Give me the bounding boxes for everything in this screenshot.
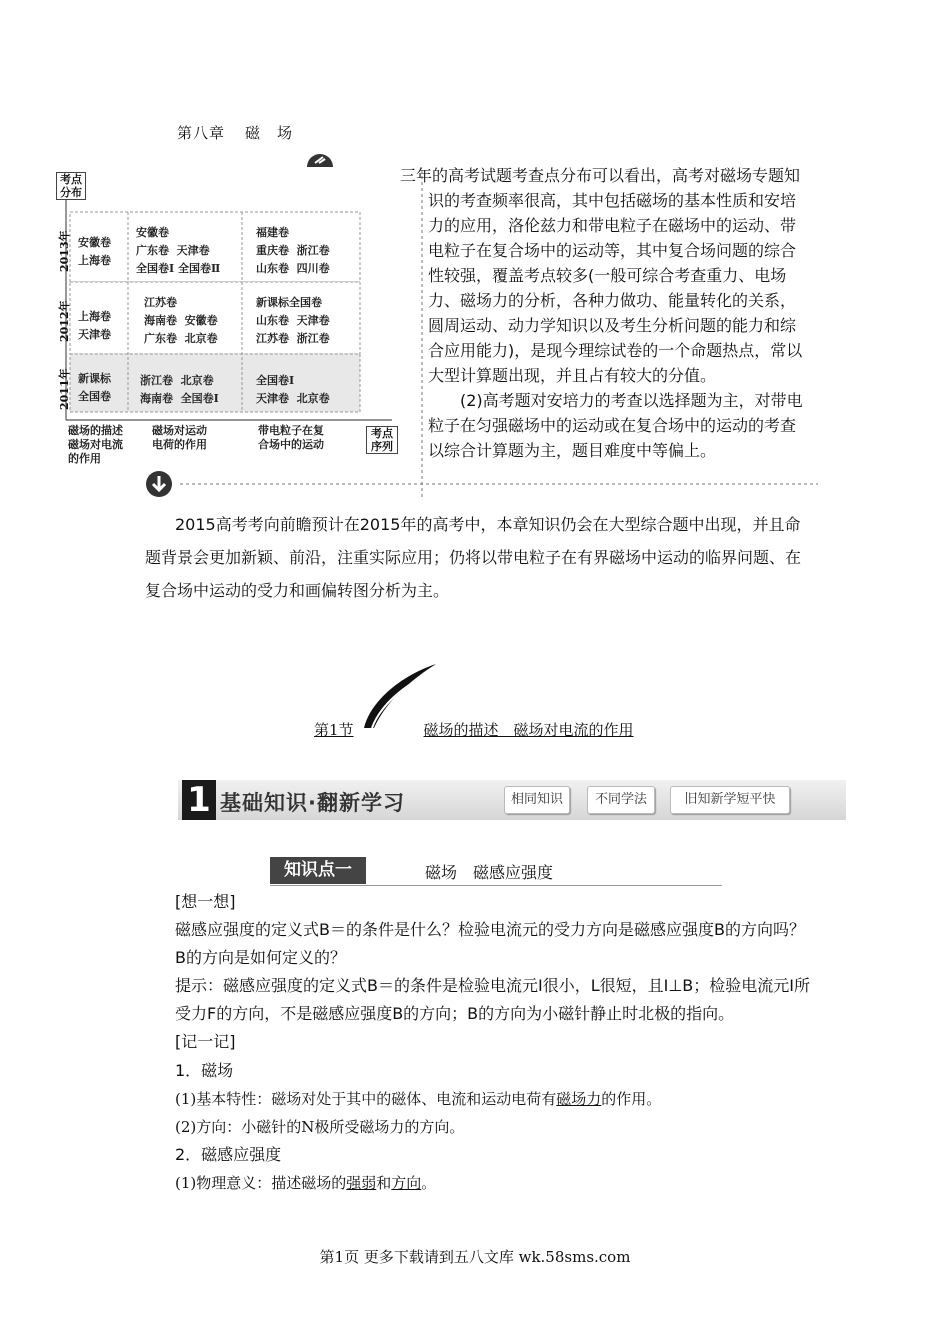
- forecast-paragraph: 2015高考考向前瞻预计在2015年的高考中，本章知识仍会在大型综合题中出现，并且命题背景会更加新颖、前沿，注重实际应用；仍将以带电粒子在有界磁场中运动的临界问题、在复合场中运动的受力和画偏转图分析为主。: [145, 515, 802, 600]
- remember-item-1a: [175, 1085, 815, 1113]
- chart-cell: 新课标全国卷 山东卷 天津卷 江苏卷 浙江卷: [256, 296, 330, 345]
- underlined-term: 磁场力: [556, 1090, 602, 1108]
- year-label: 2012年: [58, 300, 71, 342]
- think-question-text: 磁感应强度的定义式B＝的条件是什么？检验电流元的受力方向是磁感应强度B的方向吗？B的方向是如何定义的？: [175, 920, 805, 967]
- text: 的作用。: [601, 1090, 662, 1108]
- chapter-heading: [177, 122, 293, 143]
- x-category-label: 磁场的描述 磁场对电流 的作用: [68, 424, 123, 465]
- x-axis-tag: 考点序列: [366, 426, 398, 454]
- banner-number: 1: [182, 780, 216, 820]
- chart-cell: 浙江卷 北京卷 海南卷 全国卷Ⅰ: [140, 374, 219, 405]
- arrow-down-circle-icon: [145, 470, 173, 498]
- text: (1)基本特性：磁场对处于其中的磁体、电流和运动电荷有: [175, 1090, 557, 1108]
- chart-cell: 江苏卷 海南卷 安徽卷 广东卷 北京卷: [144, 296, 218, 345]
- pill-same-knowledge: 相同知识: [504, 786, 570, 814]
- think-answer: [175, 972, 815, 1028]
- analysis-paragraph-2: (2)高考题对安培力的考查以选择题为主，对带电粒子在匀强磁场中的运动或在复合场中的运动的考查以综合计算题为主，题目难度中等偏上。: [428, 391, 803, 460]
- section-title: [314, 719, 634, 740]
- remember-heading: [记一记]: [175, 1032, 236, 1051]
- analysis-paragraph-1: 三年的高考试题考查点分布可以看出，高考对磁场专题知识的考查频率很高，其中包括磁场的基本性质和安培力的应用，洛伦兹力和带电粒子在磁场中的运动、带电粒子在复合场中的运动等，其中复合场问题的综合性较强，覆盖考点较多(一般可综合考查重力、电场力、磁场力的分析，各种力做功、能量转化的关系，圆周运动、动力学知识以及考生分析问题的能力和综合应用能力)，是现今理综试卷的一个命题热点，常以大型计算题出现，并且占有较大的分值。: [400, 166, 803, 385]
- remember-item-1: 1．磁场: [175, 1061, 234, 1080]
- forecast-text: [145, 508, 810, 607]
- underlined-term: 强弱: [346, 1174, 377, 1192]
- chart-cell: 安徽卷 上海卷: [78, 236, 111, 267]
- chart-cell: 福建卷 重庆卷 浙江卷 山东卷 四川卷: [256, 226, 330, 275]
- chart-cell: 上海卷 天津卷: [78, 310, 111, 341]
- y-axis-tag: 考点分布: [56, 172, 86, 200]
- section-name: 磁场的描述 磁场对电流的作用: [423, 721, 634, 739]
- year-label: 2011年: [58, 368, 71, 410]
- knowledge-point-header: [270, 857, 722, 886]
- remember-item-1b: (2)方向：小磁针的N极所受磁场力的方向。: [175, 1118, 465, 1136]
- section-number: 第1节: [314, 721, 354, 739]
- text: (1)物理意义：描述磁场的: [175, 1174, 347, 1192]
- think-question: [175, 916, 815, 972]
- chapter-title: 磁 场: [245, 124, 294, 142]
- x-category-label: 带电粒子在复 合场中的运动: [258, 424, 324, 451]
- x-category-label: 磁场对运动 电荷的作用: [152, 424, 207, 451]
- pill-different-method: 不同学法: [587, 786, 655, 814]
- study-banner: [178, 780, 846, 820]
- chart-cell: 安徽卷 广东卷 天津卷 全国卷Ⅰ 全国卷Ⅱ: [136, 226, 221, 275]
- think-heading: [想一想]: [175, 892, 236, 911]
- chapter-number: 第八章: [177, 124, 226, 142]
- year-label: 2013年: [58, 230, 71, 272]
- chart-cell: 新课标 全国卷: [78, 372, 111, 403]
- analysis-text: [400, 163, 810, 463]
- think-answer-text: 提示：磁感应强度的定义式B＝的条件是检验电流元I很小，L很短，且I⊥B；检验电流元I所受力F的方向，不是磁感应强度B的方向；B的方向为小磁针静止时北极的指向。: [175, 976, 810, 1023]
- chart-cell: 全国卷Ⅰ 天津卷 北京卷: [256, 374, 330, 405]
- remember-item-2: 2．磁感应强度: [175, 1145, 282, 1164]
- page-footer: 第1页 更多下载请到五八文库 wk.58sms.com: [319, 1248, 631, 1266]
- remember-item-2a: [175, 1169, 815, 1197]
- underlined-term: 方向: [391, 1174, 422, 1192]
- pill-old-new: 旧知新学短平快: [670, 786, 790, 814]
- banner-title: 基础知识·翻新学习: [220, 791, 405, 815]
- knowledge-point-title: 磁场 磁感应强度: [425, 863, 554, 882]
- text: 。: [421, 1174, 437, 1192]
- knowledge-point-label: 知识点一: [270, 857, 366, 884]
- text: 和: [376, 1174, 392, 1192]
